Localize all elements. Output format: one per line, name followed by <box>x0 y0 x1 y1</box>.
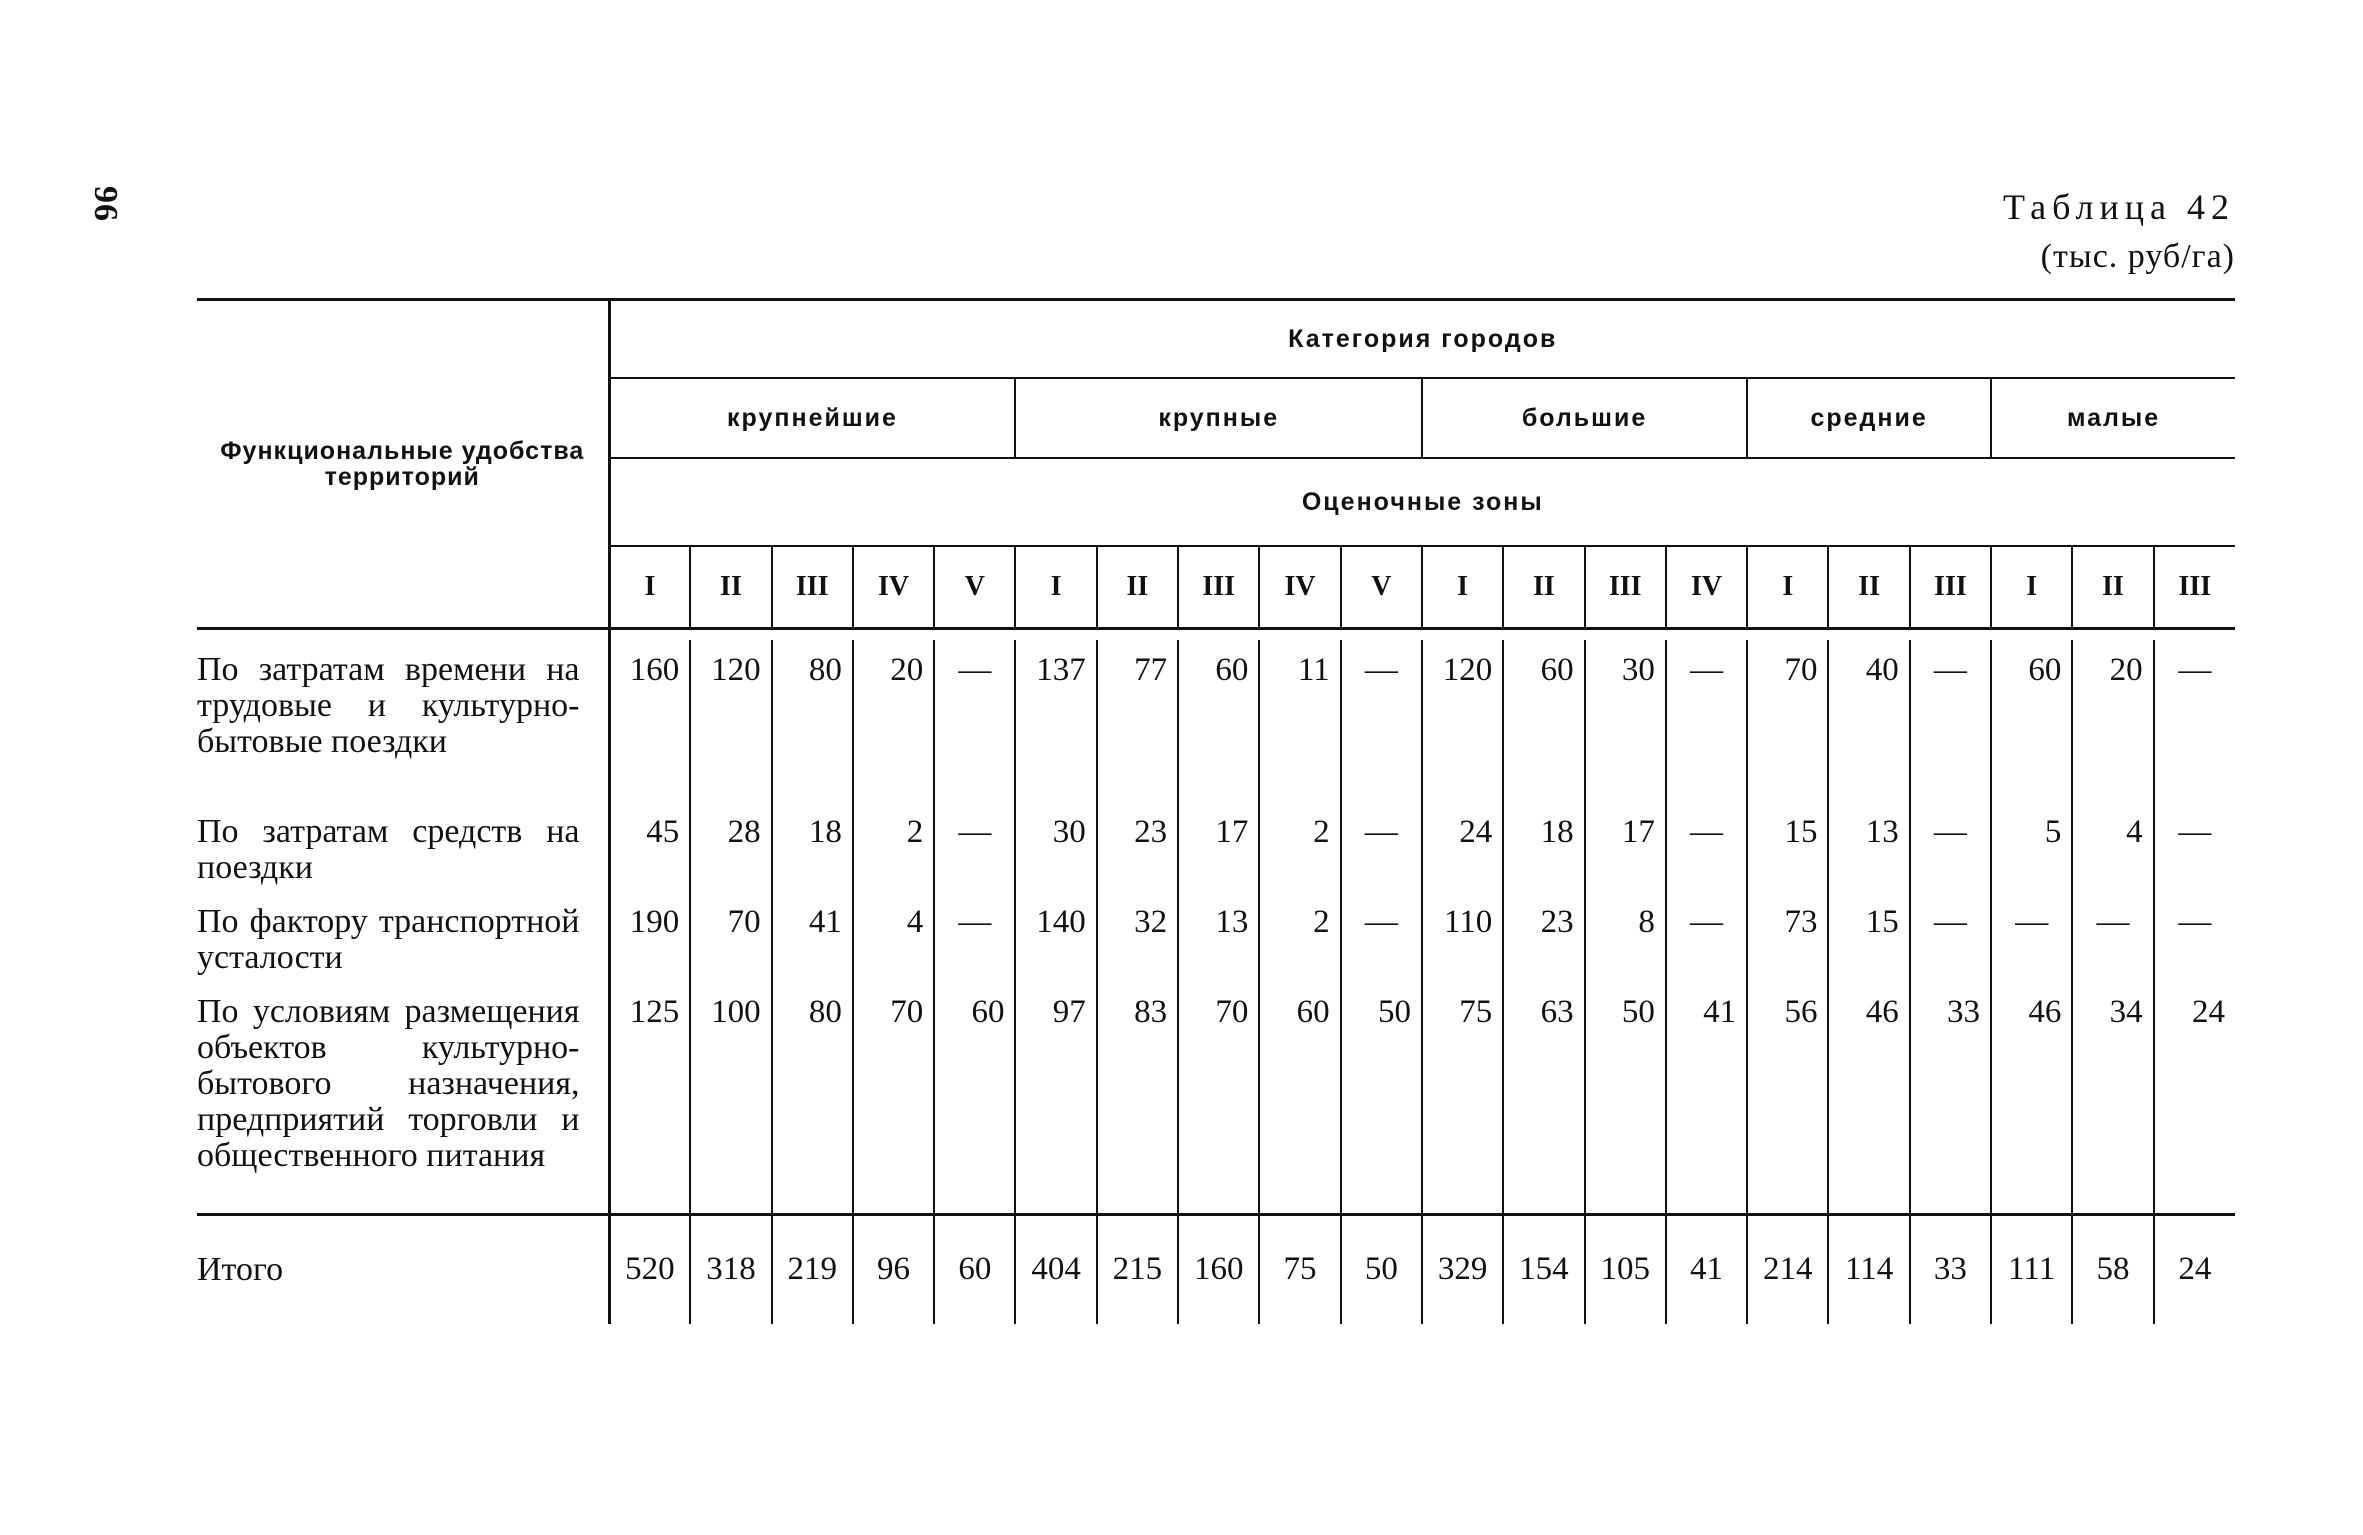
zone-header: II <box>1828 546 1909 629</box>
zone-header: IV <box>1666 546 1747 629</box>
table-cell: 219 <box>772 1214 853 1324</box>
table-cell: — <box>1341 802 1422 892</box>
table-cell: 2 <box>1259 802 1340 892</box>
table-cell: 46 <box>1828 982 1909 1214</box>
table-cell: 2 <box>853 802 934 892</box>
table-cell: 190 <box>629 904 680 940</box>
table-cell: — <box>934 640 1015 802</box>
row-money-costs <box>197 802 2235 892</box>
table-cell: 4 <box>853 892 934 982</box>
table-cell: 520 <box>609 1214 690 1324</box>
table-cell: 70 <box>853 982 934 1214</box>
table-cell: 17 <box>1585 802 1666 892</box>
category-header-small: малые <box>1991 378 2235 458</box>
table-cell: 318 <box>690 1214 771 1324</box>
table-cell: — <box>1910 802 1991 892</box>
table-cell: 70 <box>1747 640 1828 802</box>
table-cell: 73 <box>1747 892 1828 982</box>
table-cell: 15 <box>1828 892 1909 982</box>
table-cell: 105 <box>1585 1214 1666 1324</box>
table-cell: 4 <box>2072 802 2153 892</box>
table-cell: 8 <box>1585 892 1666 982</box>
zone-header: V <box>1341 546 1422 629</box>
zone-header: III <box>2154 546 2235 629</box>
zone-header: I <box>1422 546 1503 629</box>
row-label: По затратам средств на поездки <box>197 802 609 892</box>
table-cell: 60 <box>934 982 1015 1214</box>
table-cell: — <box>1666 892 1747 982</box>
zone-header: III <box>772 546 853 629</box>
zone-header: IV <box>1259 546 1340 629</box>
table-cell: 404 <box>1015 1214 1096 1324</box>
row-time-costs <box>197 640 2235 802</box>
table-cell: 24 <box>2154 982 2235 1214</box>
table-title: Таблица 42 <box>2003 187 2235 227</box>
table-cell: 2 <box>1259 892 1340 982</box>
table-cell: — <box>1991 892 2072 982</box>
table-cell: 50 <box>1585 982 1666 1214</box>
table-cell: 100 <box>690 982 771 1214</box>
table-units: (тыс. руб/га) <box>2040 238 2235 275</box>
table-cell: 41 <box>772 892 853 982</box>
stub-header: Функциональные удобства территорий <box>197 300 609 629</box>
category-group-header: Категория городов <box>609 300 2235 379</box>
table-cell: 18 <box>772 802 853 892</box>
table-cell: 160 <box>629 652 680 688</box>
zone-header: III <box>1178 546 1259 629</box>
zone-header: II <box>1097 546 1178 629</box>
zone-header: I <box>609 546 690 629</box>
table-cell: 77 <box>1097 640 1178 802</box>
row-total <box>197 1214 2235 1324</box>
table-cell: 214 <box>1747 1214 1828 1324</box>
category-header-medium: средние <box>1747 378 1991 458</box>
table-cell: 46 <box>1991 982 2072 1214</box>
zone-header: IV <box>853 546 934 629</box>
table-cell: — <box>2072 892 2153 982</box>
table-cell: 58 <box>2072 1214 2153 1324</box>
table-cell: 23 <box>1097 802 1178 892</box>
table-cell: 45 <box>646 814 680 850</box>
page-number: 96 <box>87 186 124 222</box>
table-cell: 40 <box>1828 640 1909 802</box>
table-cell: 34 <box>2072 982 2153 1214</box>
row-label: По затратам времени на трудовые и культурно-бытовые поездки <box>197 640 609 802</box>
row-label: По условиям размещения объектов культурно-бытового назначения, предприятий торговли и общественного питания <box>197 982 609 1214</box>
table-cell: — <box>1910 892 1991 982</box>
zone-header: I <box>1991 546 2072 629</box>
zone-header: I <box>1747 546 1828 629</box>
table-cell: 60 <box>1503 640 1584 802</box>
table-cell: 96 <box>853 1214 934 1324</box>
table-cell: 23 <box>1503 892 1584 982</box>
table-cell: 41 <box>1666 1214 1747 1324</box>
table-cell: 114 <box>1828 1214 1909 1324</box>
table-cell: 33 <box>1910 1214 1991 1324</box>
category-header-big: большие <box>1422 378 1747 458</box>
table-container <box>197 298 2235 1324</box>
table-cell: 125 <box>629 994 680 1030</box>
zone-header: III <box>1910 546 1991 629</box>
table-cell: 70 <box>690 892 771 982</box>
table-cell: 32 <box>1097 892 1178 982</box>
table-cell: — <box>1666 640 1747 802</box>
table-cell: 17 <box>1178 802 1259 892</box>
data-table <box>197 298 2235 1324</box>
row-placement-conditions <box>197 982 2235 1214</box>
table-cell: — <box>2154 640 2235 802</box>
table-cell: 13 <box>1828 802 1909 892</box>
zone-header: II <box>690 546 771 629</box>
table-cell: 75 <box>1259 1214 1340 1324</box>
table-cell: 24 <box>2154 1214 2235 1324</box>
table-cell: 80 <box>772 982 853 1214</box>
table-cell: 329 <box>1422 1214 1503 1324</box>
table-cell: 28 <box>690 802 771 892</box>
table-cell: 13 <box>1178 892 1259 982</box>
row-transport-fatigue <box>197 892 2235 982</box>
table-cell: — <box>1910 640 1991 802</box>
table-cell: 80 <box>772 640 853 802</box>
zone-header: II <box>1503 546 1584 629</box>
table-cell: 50 <box>1341 1214 1422 1324</box>
zone-header: II <box>2072 546 2153 629</box>
category-header-largest: крупнейшие <box>609 378 1015 458</box>
table-cell: — <box>1341 640 1422 802</box>
table-cell: — <box>934 802 1015 892</box>
table-cell: — <box>1666 802 1747 892</box>
table-cell: 20 <box>2072 640 2153 802</box>
table-cell: 15 <box>1747 802 1828 892</box>
table-cell: 60 <box>1259 982 1340 1214</box>
table-cell: 20 <box>853 640 934 802</box>
table-cell: 5 <box>1991 802 2072 892</box>
zone-header: I <box>1015 546 1096 629</box>
table-cell: 215 <box>1097 1214 1178 1324</box>
table-cell: 83 <box>1097 982 1178 1214</box>
table-cell: 140 <box>1015 892 1096 982</box>
table-cell: 18 <box>1503 802 1584 892</box>
table-cell: 137 <box>1015 640 1096 802</box>
table-cell: 110 <box>1422 892 1503 982</box>
table-cell: 160 <box>1178 1214 1259 1324</box>
table-cell: 70 <box>1178 982 1259 1214</box>
row-label: По фактору транспортной усталости <box>197 892 609 982</box>
table-cell: 56 <box>1747 982 1828 1214</box>
zones-header: Оценочные зоны <box>609 458 2235 546</box>
table-cell: 11 <box>1259 640 1340 802</box>
table-cell: 111 <box>1991 1214 2072 1324</box>
table-cell: 60 <box>1991 640 2072 802</box>
table-cell: 63 <box>1503 982 1584 1214</box>
table-cell: 24 <box>1422 802 1503 892</box>
table-cell: — <box>934 892 1015 982</box>
category-header-large: крупные <box>1015 378 1421 458</box>
table-cell: — <box>2154 892 2235 982</box>
table-cell: 75 <box>1422 982 1503 1214</box>
row-label: Итого <box>197 1214 609 1324</box>
table-cell: 60 <box>1178 640 1259 802</box>
table-cell: 30 <box>1585 640 1666 802</box>
zone-header: V <box>934 546 1015 629</box>
table-cell: — <box>2154 802 2235 892</box>
table-cell: 97 <box>1015 982 1096 1214</box>
table-cell: 120 <box>690 640 771 802</box>
zone-header: III <box>1585 546 1666 629</box>
table-cell: 41 <box>1666 982 1747 1214</box>
table-cell: — <box>1341 892 1422 982</box>
table-cell: 60 <box>934 1214 1015 1324</box>
table-cell: 120 <box>1422 640 1503 802</box>
table-cell: 154 <box>1503 1214 1584 1324</box>
table-cell: 50 <box>1341 982 1422 1214</box>
table-cell: 33 <box>1910 982 1991 1214</box>
table-cell: 30 <box>1015 802 1096 892</box>
